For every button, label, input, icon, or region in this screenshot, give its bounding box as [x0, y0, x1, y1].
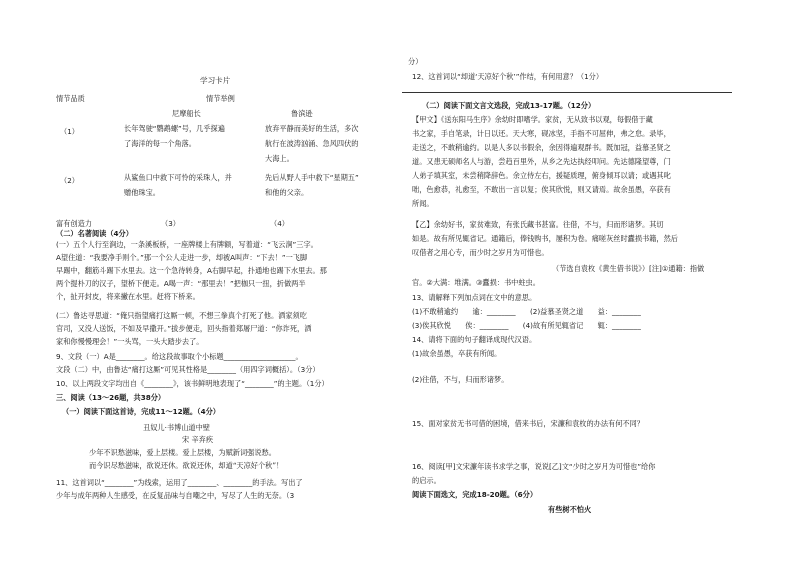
jia-l4: 道。又患无硕师名人与游，尝趋百里外，从乡之先达执经叩问。先达德隆望尊，门 [412, 157, 671, 166]
col-head-nemo: 尼摩船长 [172, 109, 201, 118]
row3-label: 富有创造力 [56, 219, 92, 228]
sec2-p1-l4: 两个提朴刀的汉子，望桥下便走。A喝一声：“那里去！”把枷只一扭，折做两半 [56, 279, 306, 288]
sec2-p1-l5: 个，扯开封皮，将来撇在水里。赶将下桥来。 [56, 292, 200, 301]
row2-crusoe-l2: 和他的父亲。 [265, 188, 309, 197]
poem-title: 丑奴儿·书博山道中壁 [143, 423, 210, 432]
jia-l3: 走送之，不敢稍逾约。以是人多以书假余，余因得遍观群书。既加冠，益慕圣贤之 [412, 143, 671, 152]
q13-b: (3)俟其欣悦 俟：________ (4)故有所见辄省记 辄：________ [412, 321, 641, 330]
row1-crusoe-l3: 大海上。 [265, 154, 294, 163]
row3-nemo-blank: （3） [161, 219, 180, 228]
poem-line1: 少年不识愁滋味，爱上层楼。爱上层楼，为赋新词强说愁。 [89, 448, 276, 457]
q16-l1: 16、阅读[甲]文宋濂年读书求学之事，说说[乙]文“少时之岁月为可惜也”给你 [412, 462, 656, 471]
sec2-p1-l3: 早踢中，翻筋斗踢下水里去。这一个急待转身，A右脚早起，扑通地也踢下水里去。那 [56, 266, 327, 275]
poem-line2: 而今识尽愁滋味，欲说还休。欲说还休，却道“天凉好个秋”！ [89, 461, 284, 470]
article-title: 有些树不怕火 [548, 505, 592, 514]
sec3-title: 三、阅读（13～26题，共38分） [56, 393, 166, 402]
q9b: 文段（二）中，由鲁达“痛打这厮”可见其性格是________（用四字词概括）。（3分） [56, 365, 320, 374]
row2-crusoe-l1: 先后从野人手中救下“星期五” [265, 173, 359, 182]
row2-nemo-l2: 赠他珠宝。 [124, 188, 160, 197]
row-header-plot: 情节举例 [206, 94, 235, 103]
sub3-title: 阅读下面选文，完成18-20题。（6分） [412, 490, 538, 499]
q15: 15、面对家贫无书可借的困境，借来书后，宋濂和袁枚的办法有何不同？ [412, 419, 644, 428]
row1-nemo-l2: 了海洋的每一个角落。 [124, 139, 196, 148]
yi-l2: 如是。故有所见辄省记。通籍后，俸钱购书，屡积为卷。痛嗟灰丝时蠹损书籍，然后 [412, 234, 678, 243]
sec2-title: （二）名著阅读（4分） [56, 229, 133, 238]
q11-l2: 少年与成年两种人生感受，在反复品味与自嘲之中，写尽了人生的无奈。（3 [56, 491, 295, 500]
row1-label: （1） [60, 127, 79, 136]
sub2-title: （二）阅读下面文言文选段，完成13-17题。（12分） [422, 101, 596, 110]
q13-a: (1)不敢稍逾约 逾：________ (2)益慕圣贤之道 益：________ [412, 307, 641, 316]
sec2-p2-l2: 官司，又没人送饭，不如及早撒开。”拔步便走，回头指着郑屠尸道：“你诈死，洒 [56, 324, 312, 333]
jia-l1: 【甲文】《送东阳马生序》余幼时即嗜学。家贫，无从致书以观，每假借于藏 [412, 115, 653, 124]
yi-l1: 【乙】余幼好书，家贫难致，有张氏藏书甚富。往借，不与，归而形诸梦。其切 [412, 220, 664, 229]
top-note: 分） [408, 57, 423, 66]
sec2-p2-l1: (二）鲁达寻思道：“俺只指望痛打这厮一顿，不想三拳真个打死了他。洒家须吃 [56, 311, 307, 320]
notes: 官。②大满：堆满。③蠹损：书中蛀虫。 [412, 278, 540, 287]
jia-l6: 咄，色愈恭，礼愈至，不敢出一言以复；俟其欣悦，则又请焉。故余虽愚，卒获有 [412, 185, 671, 194]
row-header-label: 情节品质 [56, 94, 85, 103]
answer-line [402, 92, 732, 93]
row1-crusoe-l2: 航行在波涛汹涌、急风四伏的 [265, 139, 359, 148]
q11-l1: 11、这首词以“________”为线索，运用了________、________的手法。写出了 [56, 478, 303, 487]
q10: 10、以上两段文字均出自《________》，该书鲜明地表现了“________”的主题。（1分） [56, 379, 329, 388]
row1-nemo-l1: 长年驾驶“鹦鹉螺”号，几乎探遍 [124, 124, 225, 133]
row3-crusoe-blank: （4） [270, 219, 289, 228]
poem-author: 宋 辛弃疾 [182, 435, 214, 444]
yi-l3: 叹借者之用心专，而少时之岁月为可惜也。 [412, 248, 549, 257]
card-title: 学习卡片 [200, 76, 231, 85]
jia-l5: 人弟子填其室，未尝稍降辞色。余立侍左右，援疑质理，俯身倾耳以请；或遇其叱 [412, 171, 671, 180]
q9: 9、文段（一）A是________。给这段故事取个小标题____________________。 [56, 352, 303, 361]
q16-l2: 的启示。 [412, 476, 441, 485]
row2-label: （2） [60, 176, 79, 185]
source: （节选自袁枚《黄生借书说》）[注]①通籍：指做 [552, 264, 705, 273]
row2-nemo-l1: 从鲨鱼口中救下可怜的采珠人，并 [124, 173, 232, 182]
q14: 14、请将下面的句子翻译成现代汉语。 [412, 335, 537, 344]
q12: 12、这首词以“却道‘天凉好个秋’”作结，有何用意？（1分） [412, 72, 604, 81]
sec2-p1-l1: (一）五个人行至涧边，一条溪板桥，一座牌楼上有牌额，写着道：“飞云涧”三字。 [56, 240, 318, 249]
col-head-crusoe: 鲁滨逊 [291, 109, 313, 118]
jia-l2: 书之家，手自笔录，计日以还。天大寒，砚冰坚，手指不可屈伸，弗之怠。录毕， [412, 129, 671, 138]
row1-crusoe-l1: 放弃平静而美好的生活，多次 [265, 124, 359, 133]
jia-l7: 所闻。 [412, 199, 434, 208]
q13: 13、请解释下列加点词在文中的意思。 [412, 293, 537, 302]
sec2-p2-l3: 家和你慢慢理会！”一头骂，一头大踏步去了。 [56, 337, 204, 346]
q14-b: (2)往借，不与，归而形诸梦。 [412, 375, 509, 384]
sec2-p1-l2: A望住道：“我要净手则个。”那一个公人走进一步，却被A叫声：“下去！”一飞脚 [56, 253, 308, 262]
q14-a: (1)故余虽愚，卒获有所闻。 [412, 349, 502, 358]
sub1-title: （一）阅读下面这首诗，完成11～12题。（4分） [62, 407, 220, 416]
